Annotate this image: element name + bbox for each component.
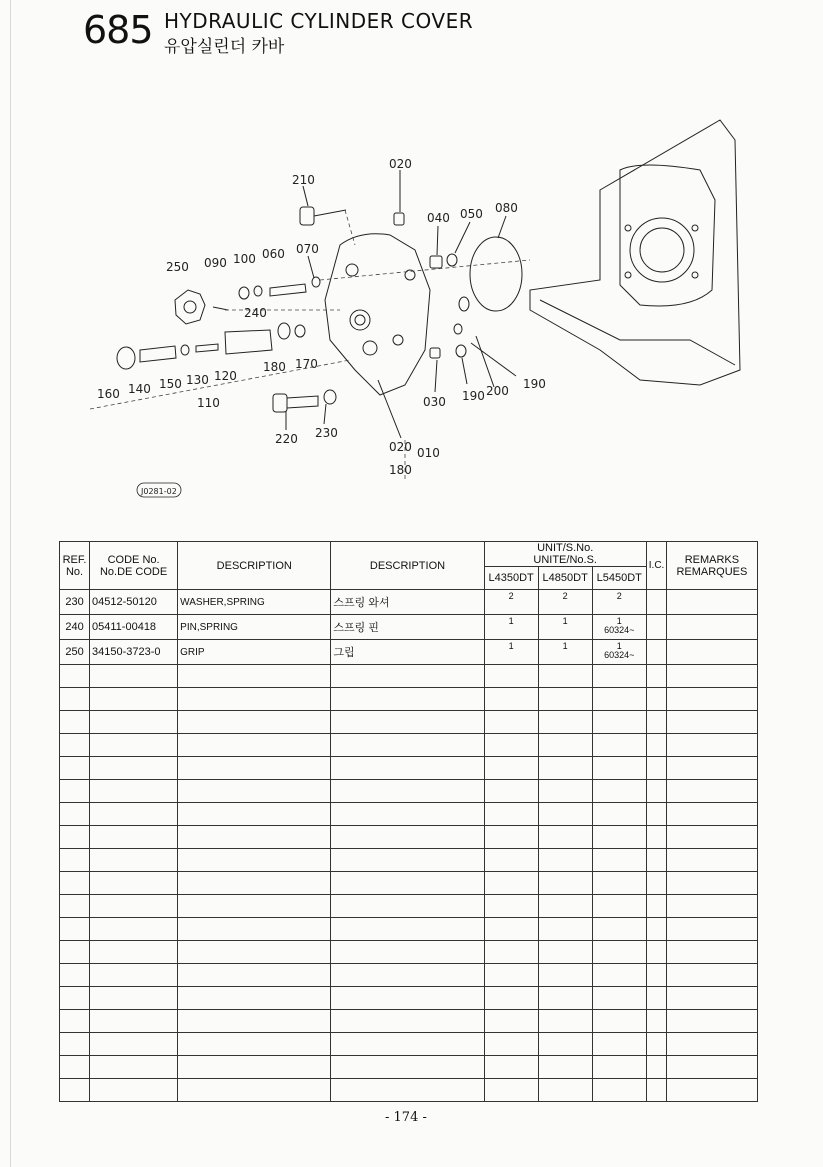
ref-cell-value: 240 [65,621,84,633]
exploded-parts-diagram [0,110,823,510]
empty-cell [331,987,484,1010]
qty-model-1-cell [484,590,538,615]
diagram-stamp: J0281-02 [141,487,177,496]
empty-cell [60,665,90,688]
empty-cell [60,964,90,987]
description-en-cell [178,640,331,665]
empty-cell [331,688,484,711]
empty-cell [331,757,484,780]
empty-cell [538,918,592,941]
qty-model-2-cell-value: 2 [562,591,568,601]
empty-cell [538,734,592,757]
section-number: 685 [83,8,153,52]
empty-cell [538,1056,592,1079]
callout-label: 130 [186,373,209,387]
empty-cell [538,826,592,849]
parts-list-table [59,541,758,1102]
empty-cell [592,941,646,964]
empty-cell [60,734,90,757]
empty-cell [666,757,757,780]
empty-cell [592,780,646,803]
callout-label: 250 [166,260,189,274]
empty-cell [60,1056,90,1079]
empty-cell [90,918,178,941]
ic-cell [646,590,666,615]
empty-cell [538,1010,592,1033]
empty-cell [331,734,484,757]
empty-table-row [60,757,758,780]
callout-label: 100 [233,252,256,266]
empty-cell [178,872,331,895]
empty-cell [60,849,90,872]
empty-cell [666,1079,757,1102]
empty-cell [592,803,646,826]
remarks-cell [666,615,757,640]
callout-label: 170 [295,357,318,371]
empty-cell [484,987,538,1010]
empty-cell [331,1079,484,1102]
empty-cell [592,1010,646,1033]
empty-cell [592,872,646,895]
o-ring-080 [470,237,522,311]
qty-model-3-cell [592,615,646,640]
empty-cell [60,688,90,711]
empty-cell [538,849,592,872]
empty-cell [592,1079,646,1102]
empty-cell [331,1033,484,1056]
header-unit-label: UNIT/S.No. UNITE/No.S. [533,542,597,566]
empty-cell [666,711,757,734]
empty-cell [60,1033,90,1056]
header-model-1: L4350DT [484,567,538,590]
empty-table-row [60,895,758,918]
empty-cell [178,895,331,918]
empty-cell [484,849,538,872]
empty-cell [646,757,666,780]
empty-table-row [60,665,758,688]
serial-number-note: 60324~ [604,625,635,635]
empty-cell [646,688,666,711]
empty-cell [90,987,178,1010]
empty-table-row [60,941,758,964]
header-description-ko: DESCRIPTION [331,542,484,590]
empty-cell [178,688,331,711]
empty-cell [484,872,538,895]
empty-cell [178,1079,331,1102]
qty-model-2-cell [538,615,592,640]
empty-table-row [60,803,758,826]
qty-model-1-cell-value: 1 [508,641,514,651]
empty-cell [666,1056,757,1079]
description-ko-cell-value: 스프링 핀 [333,622,379,634]
qty-model-1-cell [484,640,538,665]
empty-cell [646,665,666,688]
empty-table-row [60,1079,758,1102]
empty-cell [666,1010,757,1033]
empty-cell [178,826,331,849]
empty-cell [592,1033,646,1056]
empty-cell [666,895,757,918]
empty-table-row [60,826,758,849]
empty-cell [178,780,331,803]
qty-model-3-cell [592,590,646,615]
empty-cell [331,1010,484,1033]
description-ko-cell-value: 스프링 와셔 [333,597,390,609]
empty-table-row [60,849,758,872]
callout-label: 010 [417,446,440,460]
header-model-2: L4850DT [538,567,592,590]
header-code [90,542,178,590]
empty-cell [538,964,592,987]
empty-cell [178,711,331,734]
empty-cell [646,987,666,1010]
empty-cell [90,803,178,826]
qty-model-3-cell-value: 2 [616,591,622,601]
empty-cell [592,826,646,849]
callout-label: 210 [292,173,315,187]
empty-cell [60,757,90,780]
callout-label: 180 [263,360,286,374]
empty-cell [538,688,592,711]
description-en-cell-value: PIN,SPRING [180,621,238,633]
empty-cell [646,849,666,872]
empty-cell [646,941,666,964]
empty-cell [331,780,484,803]
empty-cell [646,872,666,895]
empty-cell [666,872,757,895]
empty-cell [90,711,178,734]
header-ref-label: REF. No. [62,553,87,578]
table-row [60,590,758,615]
code-cell-value: 04512-50120 [92,596,157,608]
callout-label: 030 [423,395,446,409]
empty-cell [90,872,178,895]
callout-label: 090 [204,256,227,270]
empty-table-row [60,1010,758,1033]
description-en-cell [178,615,331,640]
empty-cell [666,665,757,688]
empty-cell [484,1010,538,1033]
empty-cell [666,826,757,849]
empty-cell [646,895,666,918]
code-cell [90,590,178,615]
header-model-3: L5450DT [592,567,646,590]
empty-cell [666,734,757,757]
table-row [60,615,758,640]
empty-cell [60,826,90,849]
remarks-cell [666,590,757,615]
qty-model-1-cell [484,615,538,640]
empty-cell [538,895,592,918]
callout-label: 140 [128,382,151,396]
ref-cell [60,615,90,640]
ref-cell-value: 250 [65,646,84,658]
ic-cell [646,640,666,665]
callout-label: 060 [262,247,285,261]
empty-cell [484,688,538,711]
callout-label: 200 [486,384,509,398]
empty-cell [331,895,484,918]
empty-cell [60,711,90,734]
empty-cell [484,803,538,826]
header-code-label: CODE No. No.DE CODE [99,553,168,578]
description-ko-cell [331,615,484,640]
empty-cell [646,1010,666,1033]
qty-model-3-cell-value: 1 [616,641,622,651]
empty-cell [90,734,178,757]
callout-label: 020 [389,440,412,454]
empty-cell [90,941,178,964]
empty-cell [60,918,90,941]
ref-cell [60,590,90,615]
callout-label: 080 [495,201,518,215]
empty-cell [484,895,538,918]
empty-cell [484,711,538,734]
empty-cell [538,1033,592,1056]
empty-cell [592,757,646,780]
empty-cell [90,1056,178,1079]
qty-model-2-cell [538,590,592,615]
empty-cell [666,1033,757,1056]
qty-model-3-cell-value: 1 [616,616,622,626]
section-title: HYDRAULIC CYLINDER COVER [164,9,474,33]
empty-cell [666,780,757,803]
empty-cell [538,1079,592,1102]
code-cell [90,640,178,665]
callout-label: 220 [275,432,298,446]
empty-cell [90,757,178,780]
empty-cell [484,757,538,780]
empty-cell [331,918,484,941]
qty-model-2-cell-value: 1 [562,616,568,626]
serial-number-note: 60324~ [604,650,635,660]
empty-cell [60,941,90,964]
header-unit [484,542,646,567]
empty-cell [178,1010,331,1033]
empty-cell [666,941,757,964]
empty-cell [592,1056,646,1079]
empty-cell [331,665,484,688]
callout-label: 190 [523,377,546,391]
empty-cell [538,711,592,734]
empty-cell [592,987,646,1010]
empty-cell [666,964,757,987]
callout-label: 180 [389,463,412,477]
empty-cell [484,941,538,964]
ref-cell [60,640,90,665]
empty-cell [538,872,592,895]
table-row [60,640,758,665]
empty-cell [90,1033,178,1056]
section-subtitle: 유압실린더 카바 [164,37,285,57]
empty-cell [646,918,666,941]
empty-table-row [60,1056,758,1079]
empty-cell [331,1056,484,1079]
qty-model-1-cell-value: 1 [508,616,514,626]
code-cell-value: 34150-3723-0 [92,646,161,658]
empty-cell [538,803,592,826]
empty-cell [178,987,331,1010]
qty-model-2-cell [538,640,592,665]
empty-cell [646,734,666,757]
empty-cell [90,964,178,987]
grip-250 [175,290,205,324]
empty-cell [484,1056,538,1079]
empty-cell [484,1079,538,1102]
empty-cell [178,964,331,987]
empty-cell [60,872,90,895]
empty-cell [538,780,592,803]
empty-cell [90,826,178,849]
empty-table-row [60,711,758,734]
empty-table-row [60,1033,758,1056]
empty-cell [331,849,484,872]
callout-label: 050 [460,207,483,221]
empty-cell [666,688,757,711]
empty-cell [538,941,592,964]
empty-cell [178,941,331,964]
empty-cell [484,665,538,688]
transmission-housing [530,120,740,385]
header-ref [60,542,90,590]
callout-label: 150 [159,377,182,391]
callout-label: 070 [296,242,319,256]
empty-table-row [60,918,758,941]
empty-cell [178,1033,331,1056]
ref-cell-value: 230 [65,596,84,608]
empty-cell [90,1010,178,1033]
empty-cell [178,757,331,780]
header-ic: I.C. [646,542,666,590]
empty-cell [484,734,538,757]
empty-cell [592,688,646,711]
empty-cell [178,1056,331,1079]
empty-cell [646,711,666,734]
empty-cell [90,1079,178,1102]
empty-cell [592,918,646,941]
empty-cell [484,918,538,941]
header-description-en: DESCRIPTION [178,542,331,590]
description-en-cell-value: GRIP [180,646,205,658]
empty-cell [646,1033,666,1056]
callout-label: 040 [427,211,450,225]
page-number: - 174 - [385,1110,427,1125]
empty-table-row [60,780,758,803]
empty-cell [90,688,178,711]
empty-table-row [60,734,758,757]
callout-label: 110 [197,396,220,410]
empty-cell [592,711,646,734]
empty-cell [666,803,757,826]
empty-cell [60,1079,90,1102]
description-ko-cell-value: 그립 [333,647,355,659]
empty-table-row [60,688,758,711]
code-cell [90,615,178,640]
empty-cell [331,711,484,734]
empty-cell [60,780,90,803]
header-remarks [666,542,757,590]
qty-model-2-cell-value: 1 [562,641,568,651]
empty-cell [666,987,757,1010]
empty-cell [178,803,331,826]
empty-cell [484,780,538,803]
empty-cell [592,849,646,872]
empty-cell [592,895,646,918]
description-ko-cell [331,640,484,665]
description-en-cell [178,590,331,615]
empty-table-row [60,964,758,987]
empty-cell [178,918,331,941]
callout-label: 240 [244,306,267,320]
empty-cell [331,803,484,826]
empty-cell [331,941,484,964]
empty-cell [538,757,592,780]
empty-cell [666,849,757,872]
empty-cell [592,734,646,757]
empty-cell [646,1079,666,1102]
callout-label: 190 [462,389,485,403]
empty-cell [178,665,331,688]
empty-cell [60,803,90,826]
empty-cell [178,849,331,872]
empty-cell [484,826,538,849]
qty-model-3-cell [592,640,646,665]
code-cell-value: 05411-00418 [92,621,157,633]
empty-cell [484,964,538,987]
empty-cell [90,780,178,803]
empty-cell [331,964,484,987]
empty-cell [646,826,666,849]
empty-cell [538,665,592,688]
empty-cell [592,665,646,688]
description-ko-cell [331,590,484,615]
empty-cell [484,1033,538,1056]
empty-cell [646,1056,666,1079]
empty-cell [646,964,666,987]
qty-model-1-cell-value: 2 [508,591,514,601]
callout-label: 020 [389,157,412,171]
callout-label: 230 [315,426,338,440]
empty-cell [60,895,90,918]
empty-cell [646,803,666,826]
empty-cell [178,734,331,757]
description-en-cell-value: WASHER,SPRING [180,596,265,608]
remarks-cell [666,640,757,665]
empty-cell [60,987,90,1010]
empty-cell [666,918,757,941]
empty-cell [90,665,178,688]
cylinder-cover-body [325,234,430,395]
callout-label: 160 [97,387,120,401]
empty-cell [331,872,484,895]
empty-cell [538,987,592,1010]
empty-cell [331,826,484,849]
empty-cell [90,849,178,872]
empty-cell [592,964,646,987]
empty-cell [60,1010,90,1033]
empty-cell [646,780,666,803]
callout-label: 120 [214,369,237,383]
empty-table-row [60,872,758,895]
empty-table-row [60,987,758,1010]
ic-cell [646,615,666,640]
header-remarks-label: REMARKS REMARQUES [676,553,748,578]
empty-cell [90,895,178,918]
